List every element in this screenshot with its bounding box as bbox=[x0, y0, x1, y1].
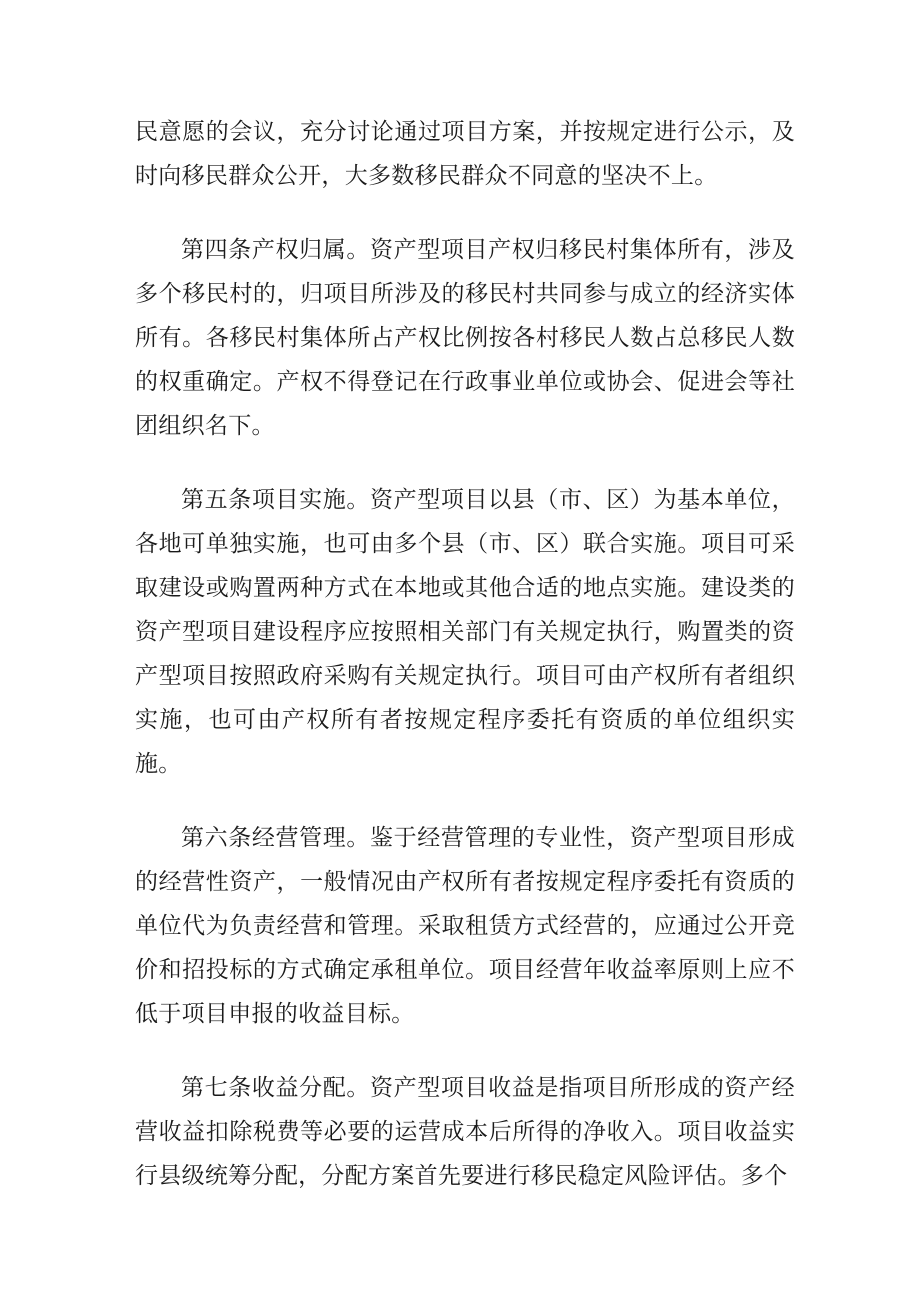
paragraph-article-7: 第七条收益分配。资产型项目收益是指项目所形成的资产经营收益扣除税费等必要的运营成本后所得的净收入。项目收益实行县级统筹分配，分配方案首先要进行移民稳定风险评估。多个 bbox=[135, 1075, 795, 1189]
paragraph-article-4: 第四条产权归属。资产型项目产权归移民村集体所有，涉及多个移民村的，归项目所涉及的移民村共同参与成立的经济实体所有。各移民村集体所占产权比例按各村移民人数占总移民人数的权重确定。产权不得登记在行政事业单位或协会、促进会等社团组织名下。 bbox=[135, 237, 795, 439]
paragraph-continued: 民意愿的会议，充分讨论通过项目方案，并按规定进行公示，及时向移民群众公开，大多数移民群众不同意的坚决不上。 bbox=[135, 119, 795, 189]
paragraph-article-5: 第五条项目实施。资产型项目以县（市、区）为基本单位，各地可单独实施，也可由多个县（市、区）联合实施。项目可采取建设或购置两种方式在本地或其他合适的地点实施。建设类的资产型项目建设程序应按照相关部门有关规定执行，购置类的资产型项目按照政府采购有关规定执行。项目可由产权所有者组织实施，也可由产权所有者按规定程序委托有资质的单位组织实施。 bbox=[135, 487, 795, 777]
document-body bbox=[135, 110, 795, 1228]
paragraph-article-6: 第六条经营管理。鉴于经营管理的专业性，资产型项目形成的经营性资产，一般情况由产权所有者按规定程序委托有资质的单位代为负责经营和管理。采取租赁方式经营的，应通过公开竞价和招投标的方式确定承租单位。项目经营年收益率原则上应不低于项目申报的收益目标。 bbox=[135, 825, 795, 1027]
